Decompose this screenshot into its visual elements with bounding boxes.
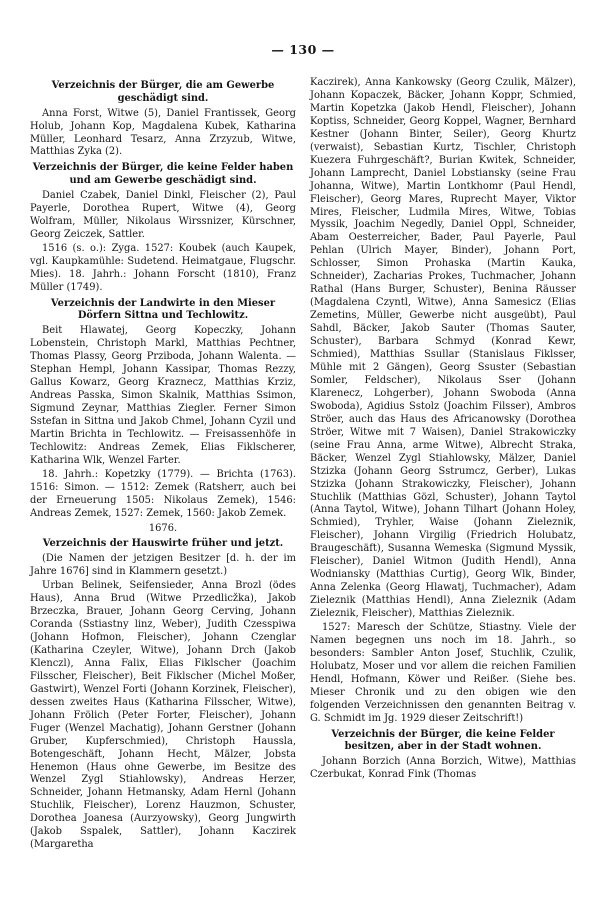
paragraph: 1527: Maresch der Schütze, Stiastny. Viele der Namen begegnen uns noch im 18. Jahrh., so besonders: Sambler Anton Josef, Stuchlik, Czulik, Holubatz, Moser und vor allem die reichen Familien Hendl, Hofmann, Köwer und Reißer. (Siehe bes. Mieser Chronik und zu den obigen wie den folgenden Verzeichnissen den genannten Beitrag v. G. Schmidt im Jg. 1929 dieser Zeitschrift!) — [310, 622, 576, 724]
paragraph: Johann Borzich (Anna Borzich, Witwe), Matthias Czerbukat, Konrad Fink (Thomas — [310, 756, 576, 781]
heading-citizens-living-in-town: Verzeichnis der Bürger, die keine Felder besitzen, aber in der Stadt wohnen. — [331, 728, 555, 753]
paragraph: Daniel Czabek, Daniel Dinkl, Fleischer (2), Paul Payerle, Dorothea Rupert, Witwe (4), Georg Wolfram, Müller, Nikolaus Wirssnizer, Kürschner, Georg Zeiczek, Sattler. — [30, 190, 296, 240]
year-heading: 1676. — [148, 522, 178, 534]
heading-citizens-without-fields: Verzeichnis der Bürger, die keine Felder haben und am Gewerbe geschädigt sind. — [32, 162, 294, 187]
page-number: — 130 — — [271, 42, 335, 57]
paragraph: (Die Namen der jetzigen Besitzer [d. h. der im Jahre 1676] sind in Klammern gesetzt.) — [30, 553, 296, 578]
paragraph: Beit Hlawatej, Georg Kopeczky, Johann Lobenstein, Christoph Markl, Matthias Pechtner, Thomas Plassy, Georg Prziboda, Johann Walenta. — Stephan Hempl, Johann Kassipar, Thomas Rezzy, Gallus Kowarz, Georg Kraznecz, Matthias Krziz, Andreas Passka, Simon Skalnik, Matthias Ssimon, Sigmund Zeynar, Matthias Ziegler. Ferner Simon Sstefan in Sittna und Jakob Chmel, Johann Cyzil und Martin Brichta in Techlowitz. — Freisassenhöfe in Techlowitz: Andreas Zemek, Elias Fiklscherer, Katharina Wlk, Wenzel Farter. — [30, 325, 296, 466]
text-columns — [30, 77, 576, 853]
left-column — [30, 77, 296, 853]
paragraph: Anna Forst, Witwe (5), Daniel Frantissek, Georg Holub, Johann Kop, Magdalena Kubek, Katharina Müller, Leonhard Tesarz, Anna Zrzyzub, Witwe, Matthias Zyka (2). — [30, 107, 296, 158]
heading-farmers-sittna-techlowitz: Verzeichnis der Landwirte in den Mieser Dörfern Sittna und Techlowitz. — [50, 297, 276, 322]
heading-damaged-citizens: Verzeichnis der Bürger, die am Gewerbe geschädigt sind. — [51, 80, 275, 104]
paragraph: 1516 (s. o.): Zyga. 1527: Koubek (auch Kaupek, vgl. Kaupkamühle: Sudetend. Heimatgaue, Flugschr. Mies). 18. Jahrh.: Johann Forscht (1810), Franz Müller (1749). — [30, 242, 296, 293]
paragraph: Kaczirek), Anna Kankowsky (Georg Czulik, Mälzer), Johann Kopaczek, Bäcker, Johann Koppr, Schmied, Martin Kopetzka (Jakob Hendl, Fleischer), Johann Koptiss, Schneider, Georg Koppel, Wagner, Bernhard Kestner (Johann Binter, Seiler), Georg Khurtz (verwaist), Sebastian Kurtz, Tischler, Christoph Kuezera Fuhrgeschäft?, Burian Kwitek, Schneider, Johann Lamprecht, Daniel Lobstiansky (seine Frau Johanna, Witwe), Martin Lontkhomr (Paul Hendl, Fleischer), Georg Mares, Ruprecht Mayer, Viktor Mires, Fleischer, Ludmila Mires, Witwe, Tobias Myssik, Joachim Negedly, Daniel Oppl, Schneider, Abam Oesterreicher, Bader, Paul Payerle, Paul Pehlan (Ulrich Mayer, Binder), Johann Port, Schlosser, Simon Prohaska (Martin Kauka, Schneider), Zacharias Prokes, Tuchmacher, Johann Rathal (Hans Burger, Schuster), Benina Räusser (Magdalena Czyntl, Witwe), Anna Samesicz (Elias Zemetins, Müller, Gewerbe nicht ausgeübt), Paul Sahdl, Bäcker, Jakob Sauter (Thomas Sauter, Schuster), Barbara Schmyd (Konrad Kewr, Schmied), Matthias Ssullar (Stanislaus Fiklsser, Mühle mit 2 Gängen), Georg Ssuster (Sebastian Somler, Feldscher), Nikolaus Sser (Johann Klarenecz, Lohgerber), Johann Swoboda (Anna Swoboda), Agidius Sstolz (Joachim Filsser), Ambros Ströer, auch das Haus des Africanowsky (Dorothea Ströer, Witwe mit 7 Waisen), Daniel Strakowiczky (seine Frau Anna, arme Witwe), Albrecht Straka, Bäcker, Wenzel Zygl Stiahlowsky, Mälzer, Daniel Stzizka (Johann Georg Sstrumcz, Gerber), Lukas Stzizka (Johann Strakowiczky, Fleischer), Johann Stuchlik (Matthias Gözl, Schuster), Johann Taytol (Anna Taytol, Witwe), Johann Tilhart (Johann Holey, Schmied), Tryhler, Waise (Johann Zieleznik, Fleischer), Johann Virgilig (Friedrich Holubatz, Braugeschäft), Susanna Wemeska (Sigmund Myssik, Fleischer), Daniel Witmon (Judith Hendl), Anna Wodniansky (Matthias Curtig), Georg Wlk, Binder, Anna Zelenka (Georg Hlawatj, Tuchmacher), Adam Zieleznik (Matthias Hendl), Anna Zieleznik (Adam Zieleznik, Fleischer), Matthias Zieleznik. — [310, 77, 576, 620]
right-column — [310, 77, 576, 853]
paragraph: 18. Jahrh.: Kopetzky (1779). — Brichta (1763). 1516: Simon. — 1512: Zemek (Ratsherr, auch bei der Erneuerung 1505: Nikolaus Zemek), 1546: Andreas Zemek, 1527: Zemek, 1560: Jakob Zemek. — [30, 468, 296, 519]
heading-house-owners: Verzeichnis der Hauswirte früher und jetzt. — [42, 538, 284, 550]
paragraph: Urban Belinek, Seifensieder, Anna Brozl (ödes Haus), Anna Brud (Witwe Przedlicžka), Jakob Brzeczka, Brauer, Johann Georg Cerving, Johann Coranda (Sstiastny linz, Weber), Judith Czesspiwa (Johann Hofmon, Fleischer), Johann Czenglar (Katharina Czeyler, Witwe), Johann Drch (Jakob Klenczl), Anna Falix, Elias Fiklscher (Joachim Filsscher, Fleischer), Beit Fiklscher (Michel Moßer, Gastwirt), Wenzel Forti (Johann Korzinek, Fleischer), dessen zweites Haus (Katharina Filsscher, Witwe), Johann Frölich (Peter Forter, Fleischer), Johann Fuger (Wenzel Machatig), Johann Gerstner (Johann Gruber, Kupferschmied), Christoph Haussla, Botengeschäft, Johann Hecht, Mälzer, Jobsta Henemon (Haus ohne Gewerbe, im Besitze des Wenzel Zygl Stiahlowsky), Andreas Herzer, Schneider, Johann Hetmansky, Adam Hernl (Johann Stuchlik, Fleischer), Lorenz Hauzmon, Schuster, Dorothea Joanesa (Aurzyowsky), Georg Jungwirth (Jakob Sspalek, Sattler), Johann Kaczirek (Margaretha — [30, 580, 296, 851]
